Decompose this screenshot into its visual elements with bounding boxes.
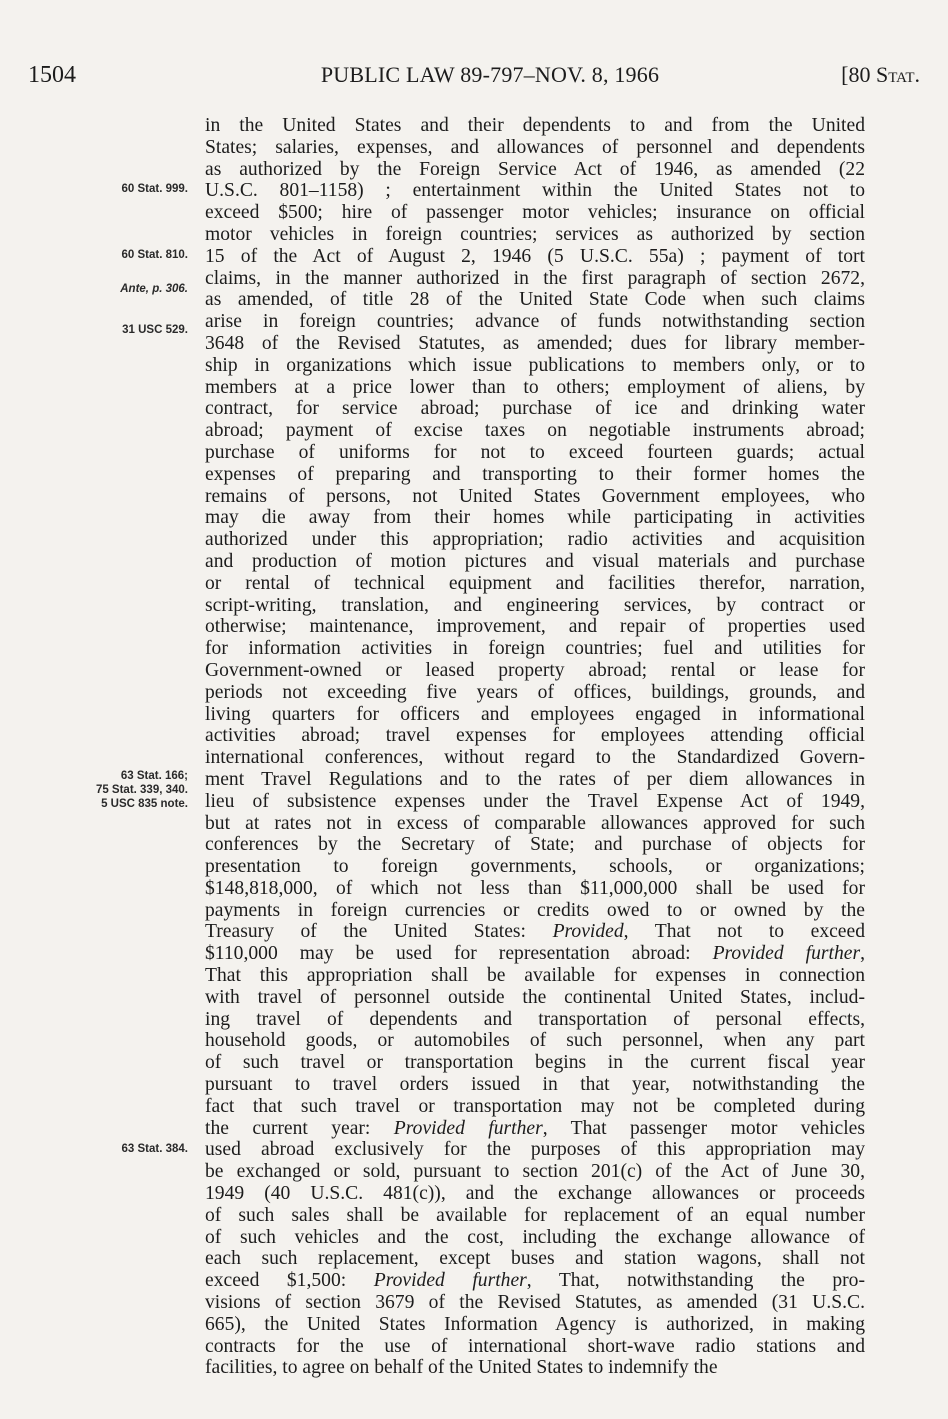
text-line: contracts for the use of international short-wave radio stations and — [205, 1335, 865, 1357]
text-line: That this appropriation shall be available for expenses in connection — [205, 965, 865, 987]
provided-further-italic: Provided further — [393, 1117, 543, 1139]
text-line: ship in organizations which issue publications to members only, or to — [205, 354, 865, 376]
text-line: States; salaries, expenses, and allowances of personnel and dependents — [205, 136, 865, 158]
text-line: $110,000 may be used for representation abroad: Provided further, — [205, 943, 866, 965]
margin-note: 60 Stat. 810. — [121, 249, 188, 261]
text-line: living quarters for officers and employees engaged in informational — [205, 703, 865, 725]
text-line: 3648 of the Revised Statutes, as amended; dues for library member- — [205, 332, 865, 354]
text-line: authorized under this appropriation; radio activities and acquisition — [205, 529, 865, 551]
text-line: ing travel of dependents and transportation of personal effects, — [205, 1008, 865, 1030]
text-line: in the United States and their dependents to and from the United — [205, 115, 865, 136]
text-line: $148,818,000, of which not less than $11,000,000 shall be used for — [205, 877, 865, 899]
text-line: claims, in the manner authorized in the first paragraph of section 2672, — [205, 267, 865, 289]
text-line: household goods, or automobiles of such personnel, when any part — [205, 1030, 865, 1052]
text-line: for information activities in foreign countries; fuel and utilities for — [205, 638, 865, 660]
text-line: as amended, of title 28 of the United State Code when such claims — [205, 289, 865, 311]
text-line: motor vehicles in foreign countries; services as authorized by section — [205, 223, 865, 245]
text-line: U.S.C. 801–1158) ; entertainment within the United States not to — [205, 180, 865, 202]
text-line: exceed $500; hire of passenger motor vehicles; insurance on official — [205, 202, 865, 224]
text-line: presentation to foreign governments, schools, or organizations; — [205, 856, 865, 878]
text-line: arise in foreign countries; advance of funds notwithstanding section — [205, 311, 865, 333]
text-line: used abroad exclusively for the purposes of this appropriation may — [205, 1139, 865, 1161]
text-line: each such replacement, except buses and station wagons, shall not — [205, 1248, 865, 1270]
text-line: or rental of technical equipment and facilities therefor, narration, — [205, 572, 865, 594]
margin-note: 60 Stat. 999. — [121, 183, 188, 195]
text-line: ment Travel Regulations and to the rates of per diem allowances in — [205, 768, 865, 790]
stat-volume-reference: [80 Stat. — [841, 62, 920, 87]
text-line: otherwise; maintenance, improvement, and repair of properties used — [205, 616, 865, 638]
text-line: abroad; payment of excise taxes on negotiable instruments abroad; — [205, 420, 865, 442]
text-line: purchase of uniforms for not to exceed fourteen guards; actual — [205, 441, 865, 463]
text-line: script-writing, translation, and engineering services, by contract or — [205, 594, 865, 616]
running-head: PUBLIC LAW 89-797–NOV. 8, 1966 — [320, 62, 660, 87]
text-line: contract, for service abroad; purchase of ice and drinking water — [205, 398, 865, 420]
text-line: activities abroad; travel expenses for employees attending official — [205, 725, 865, 747]
text-line: visions of section 3679 of the Revised Statutes, as amended (31 U.S.C. — [205, 1292, 865, 1314]
text-line: Government-owned or leased property abroad; rental or lease for — [205, 659, 865, 681]
text-line: Treasury of the United States: Provided, That not to exceed — [205, 921, 865, 943]
text-line: of such travel or transportation begins in the current fiscal year — [205, 1052, 865, 1074]
text-line: exceed $1,500: Provided further, That, notwithstanding the pro- — [205, 1270, 865, 1292]
text-line: payments in foreign currencies or credits owed to or owned by the — [205, 899, 865, 921]
text-line: 15 of the Act of August 2, 1946 (5 U.S.C. 55a) ; payment of tort — [205, 245, 865, 267]
text-line: international conferences, without regard to the Standardized Govern- — [205, 747, 865, 769]
statute-body-text — [205, 115, 865, 1379]
page-number: 1504 — [28, 62, 76, 88]
margin-note: 63 Stat. 384. — [121, 1143, 188, 1155]
text-line: of such vehicles and the cost, including the exchange allowance of — [205, 1226, 865, 1248]
text-line: 1949 (40 U.S.C. 481(c)), and the exchange allowances or proceeds — [205, 1183, 865, 1205]
margin-notes — [0, 0, 200, 1419]
text-line: the current year: Provided further, That passenger motor vehicles — [205, 1117, 865, 1139]
margin-note: 63 Stat. 166; 75 Stat. 339, 340. 5 USC 835 note. — [95, 770, 188, 810]
text-line: be exchanged or sold, pursuant to section 201(c) of the Act of June 30, — [205, 1161, 865, 1183]
text-line: and production of motion pictures and visual materials and purchase — [205, 550, 865, 572]
text-line: of such sales shall be available for replacement of an equal number — [205, 1204, 865, 1226]
text-line: members at a price lower than to others; employment of aliens, by — [205, 376, 865, 398]
text-line: remains of persons, not United States Government employees, who — [205, 485, 865, 507]
provided-further-italic: Provided further — [712, 943, 861, 965]
text-line: as authorized by the Foreign Service Act of 1946, as amended (22 — [205, 158, 865, 180]
text-line: 665), the United States Information Agency is authorized, in making — [205, 1313, 865, 1335]
text-line: conferences by the Secretary of State; and purchase of objects for — [205, 834, 865, 856]
text-line: with travel of personnel outside the continental United States, includ- — [205, 986, 865, 1008]
text-line: but at rates not in excess of comparable allowances approved for such — [205, 812, 865, 834]
text-line: facilities, to agree on behalf of the United States to indemnify the — [205, 1357, 718, 1379]
margin-note: Ante, p. 306. — [120, 283, 188, 295]
provided-italic: Provided — [552, 921, 624, 943]
text-line: expenses of preparing and transporting to their former homes the — [205, 463, 865, 485]
text-line: pursuant to travel orders issued in that year, notwithstanding the — [205, 1074, 865, 1096]
provided-further-italic: Provided further — [373, 1270, 527, 1292]
margin-note: 31 USC 529. — [122, 324, 188, 336]
text-line: lieu of subsistence expenses under the Travel Expense Act of 1949, — [205, 790, 865, 812]
text-line: periods not exceeding five years of offices, buildings, grounds, and — [205, 681, 865, 703]
text-line: may die away from their homes while participating in activities — [205, 507, 865, 529]
text-line: fact that such travel or transportation may not be completed during — [205, 1095, 865, 1117]
